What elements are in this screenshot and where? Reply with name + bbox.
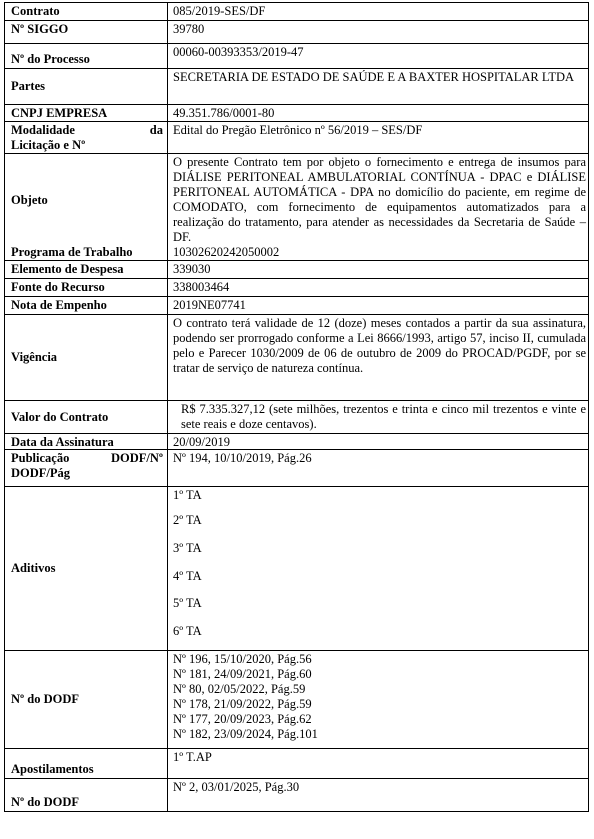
label-fonte: Fonte do Recurso xyxy=(5,279,168,296)
value-partes: SECRETARIA DE ESTADO DE SAÚDE E A BAXTER HOSPITALAR LTDA xyxy=(173,70,575,84)
contract-table xyxy=(4,2,589,812)
value-contrato: 085/2019-SES/DF xyxy=(173,4,266,18)
label-publicacao-2: DODF/Nº xyxy=(110,451,163,465)
aditivo-item: 6º TA xyxy=(173,624,202,639)
label-empenho: Nota de Empenho xyxy=(5,297,168,314)
row-elemento xyxy=(4,260,589,278)
row-modalidade xyxy=(4,121,589,153)
label-contrato: Contrato xyxy=(5,3,168,20)
value-dodf-apost: Nº 2, 03/01/2025, Pág.30 xyxy=(173,780,300,794)
label-cnpj: CNPJ EMPRESA xyxy=(5,105,168,122)
value-empenho: 2019NE07741 xyxy=(173,298,246,312)
label-objeto: Objeto xyxy=(11,192,48,207)
label-aditivos: Aditivos xyxy=(11,561,56,575)
dodf-item: Nº 181, 24/09/2021, Pág.60 xyxy=(173,667,312,681)
row-empenho xyxy=(4,296,589,314)
row-siggo xyxy=(4,20,589,43)
row-apostilamentos xyxy=(4,748,589,778)
value-modalidade: Edital do Pregão Eletrônico nº 56/2019 – SES/DF xyxy=(173,123,423,137)
label-processo: Nº do Processo xyxy=(11,52,90,66)
row-dodf-apost xyxy=(4,778,589,812)
value-cnpj: 49.351.786/0001-80 xyxy=(173,106,275,120)
aditivos-list xyxy=(168,487,590,650)
value-publicacao: Nº 194, 10/10/2019, Pág.26 xyxy=(173,451,312,465)
label-publicacao-1: Publicação xyxy=(11,451,70,465)
row-assinatura xyxy=(4,433,589,449)
row-cnpj xyxy=(4,104,589,121)
value-siggo: 39780 xyxy=(173,22,205,36)
value-objeto: O presente Contrato tem por objeto o fornecimento e entrega de insumos para DIÁLISE PERITONEAL AMBULATORIAL CONTÍNUA - DPAC e DIÁLISE PERITONEAL AUTOMÁTICA - DPA no domicílio do paciente, em regime de COMODATO, com fornecimento de equipamentos automatizados para a realização do tratamento, para atender as necessidades da Secretaria de Saúde – DF. xyxy=(173,155,586,244)
aditivo-item: 4º TA xyxy=(173,568,202,583)
label-vigencia: Vigência xyxy=(11,350,58,364)
row-processo xyxy=(4,43,589,68)
label-modalidade-2: da xyxy=(149,123,163,137)
label-assinatura: Data da Assinatura xyxy=(5,434,168,451)
label-apostilamentos: Apostilamentos xyxy=(11,762,94,776)
value-vigencia: O contrato terá validade de 12 (doze) meses contados a partir da sua assinatura, podendo ser prorrogado conforme a Lei 8666/1993, artigo 57, inciso II, cumulada pelo e Parecer 1030/2009 de 06 de outubro de 2009 do PROCAD/PGDF, por se tratar de serviço de natureza contínua. xyxy=(173,316,586,375)
row-publicacao xyxy=(4,449,589,486)
label-modalidade-3: Licitação e Nº xyxy=(11,138,86,152)
label-partes: Partes xyxy=(11,79,46,93)
aditivo-item: 1º TA xyxy=(173,488,202,502)
aditivo-item: 2º TA xyxy=(173,513,202,527)
dodf-aditivos-list xyxy=(168,651,590,748)
row-partes xyxy=(4,68,589,104)
label-elemento: Elemento de Despesa xyxy=(5,261,168,278)
dodf-item: Nº 178, 21/09/2022, Pág.59 xyxy=(173,697,312,711)
aditivo-item: 3º TA xyxy=(173,540,202,555)
value-valor: R$ 7.335.327,12 (sete milhões, trezentos e trinta e cinco mil trezentos e vinte e sete reais e doze centavos). xyxy=(181,402,586,431)
value-processo: 00060-00393353/2019-47 xyxy=(173,45,304,59)
label-programa: Programa de Trabalho xyxy=(11,245,133,259)
label-modalidade-1: Modalidade xyxy=(11,123,75,137)
row-fonte xyxy=(4,278,589,296)
row-dodf-aditivos xyxy=(4,650,589,748)
value-fonte: 338003464 xyxy=(173,280,230,294)
row-aditivos xyxy=(4,486,589,650)
row-valor xyxy=(4,400,589,433)
label-publicacao-3: DODF/Pág xyxy=(11,466,71,480)
value-apostilamentos: 1º T.AP xyxy=(173,750,212,764)
label-dodf-aditivos: Nº do DODF xyxy=(11,692,80,706)
aditivo-item: 5º TA xyxy=(173,596,202,611)
row-vigencia xyxy=(4,314,589,400)
dodf-item: Nº 177, 20/09/2023, Pág.62 xyxy=(173,712,312,726)
dodf-item: Nº 196, 15/10/2020, Pág.56 xyxy=(173,652,312,666)
row-contrato xyxy=(4,2,589,20)
label-siggo: Nº SIGGO xyxy=(5,21,168,43)
dodf-item: Nº 182, 23/09/2024, Pág.101 xyxy=(173,727,318,741)
row-objeto xyxy=(4,153,589,260)
label-dodf-apost: Nº do DODF xyxy=(11,795,80,809)
value-programa: 10302620242050002 xyxy=(173,245,280,259)
value-assinatura: 20/09/2019 xyxy=(173,435,230,449)
dodf-item: Nº 80, 02/05/2022, Pág.59 xyxy=(173,682,306,696)
label-valor: Valor do Contrato xyxy=(11,409,109,424)
value-elemento: 339030 xyxy=(173,262,211,276)
